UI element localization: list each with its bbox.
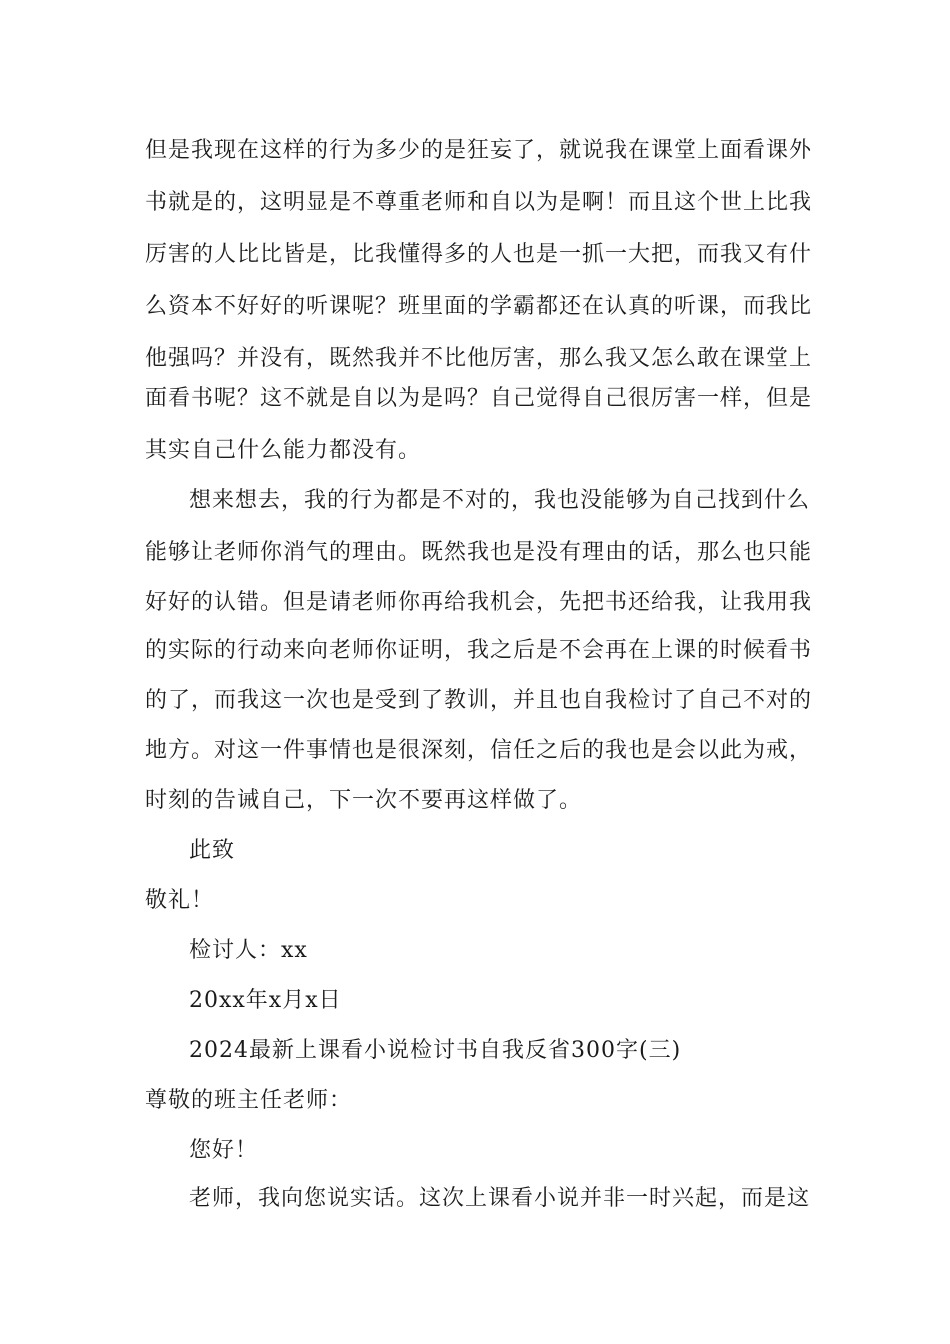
paragraph1-line-1: 但是我现在这样的行为多少的是狂妄了，就说我在课堂上面看课外 xyxy=(145,138,813,163)
paragraph2-line-3: 好好的认错。但是请老师你再给我机会，先把书还给我，让我用我 xyxy=(145,590,813,615)
next-letter-title: 2024最新上课看小说检讨书自我反省300字(三) xyxy=(189,1038,682,1063)
paragraph2-line-6: 地方。对这一件事情也是很深刻，信任之后的我也是会以此为戒， xyxy=(145,738,813,763)
salute-text: 敬礼！ xyxy=(145,888,215,913)
paragraph2-line-7: 时刻的告诫自己，下一次不要再这样做了。 xyxy=(145,788,583,813)
next-letter-hello: 您好！ xyxy=(189,1138,259,1163)
paragraph1-line-3: 厉害的人比比皆是，比我懂得多的人也是一抓一大把，而我又有什 xyxy=(145,242,813,267)
next-letter-first-line: 老师，我向您说实话。这次上课看小说并非一时兴起，而是这 xyxy=(189,1186,811,1211)
paragraph1-line-4: 么资本不好好的听课呢？班里面的学霸都还在认真的听课，而我比 xyxy=(145,294,813,319)
paragraph2-line-2: 能够让老师你消气的理由。既然我也是没有理由的话，那么也只能 xyxy=(145,540,813,565)
paragraph2-line-5: 的了，而我这一次也是受到了教训，并且也自我检讨了自己不对的 xyxy=(145,688,813,713)
date-text: 20xx年x月x日 xyxy=(189,988,342,1013)
paragraph1-line-7: 其实自己什么能力都没有。 xyxy=(145,438,422,463)
paragraph1-line-5: 他强吗？并没有，既然我并不比他厉害，那么我又怎么敢在课堂上 xyxy=(145,346,813,371)
paragraph1-line-6: 面看书呢？这不就是自以为是吗？自己觉得自己很厉害一样，但是 xyxy=(145,386,813,411)
signer-text: 检讨人：xx xyxy=(189,938,308,963)
paragraph2-line-1: 想来想去，我的行为都是不对的，我也没能够为自己找到什么 xyxy=(189,488,811,513)
next-letter-greeting: 尊敬的班主任老师： xyxy=(145,1088,353,1113)
paragraph2-line-4: 的实际的行动来向老师你证明，我之后是不会再在上课的时候看书 xyxy=(145,638,813,663)
paragraph1-line-2: 书就是的，这明显是不尊重老师和自以为是啊！而且这个世上比我 xyxy=(145,190,813,215)
closing-text: 此致 xyxy=(189,838,236,863)
